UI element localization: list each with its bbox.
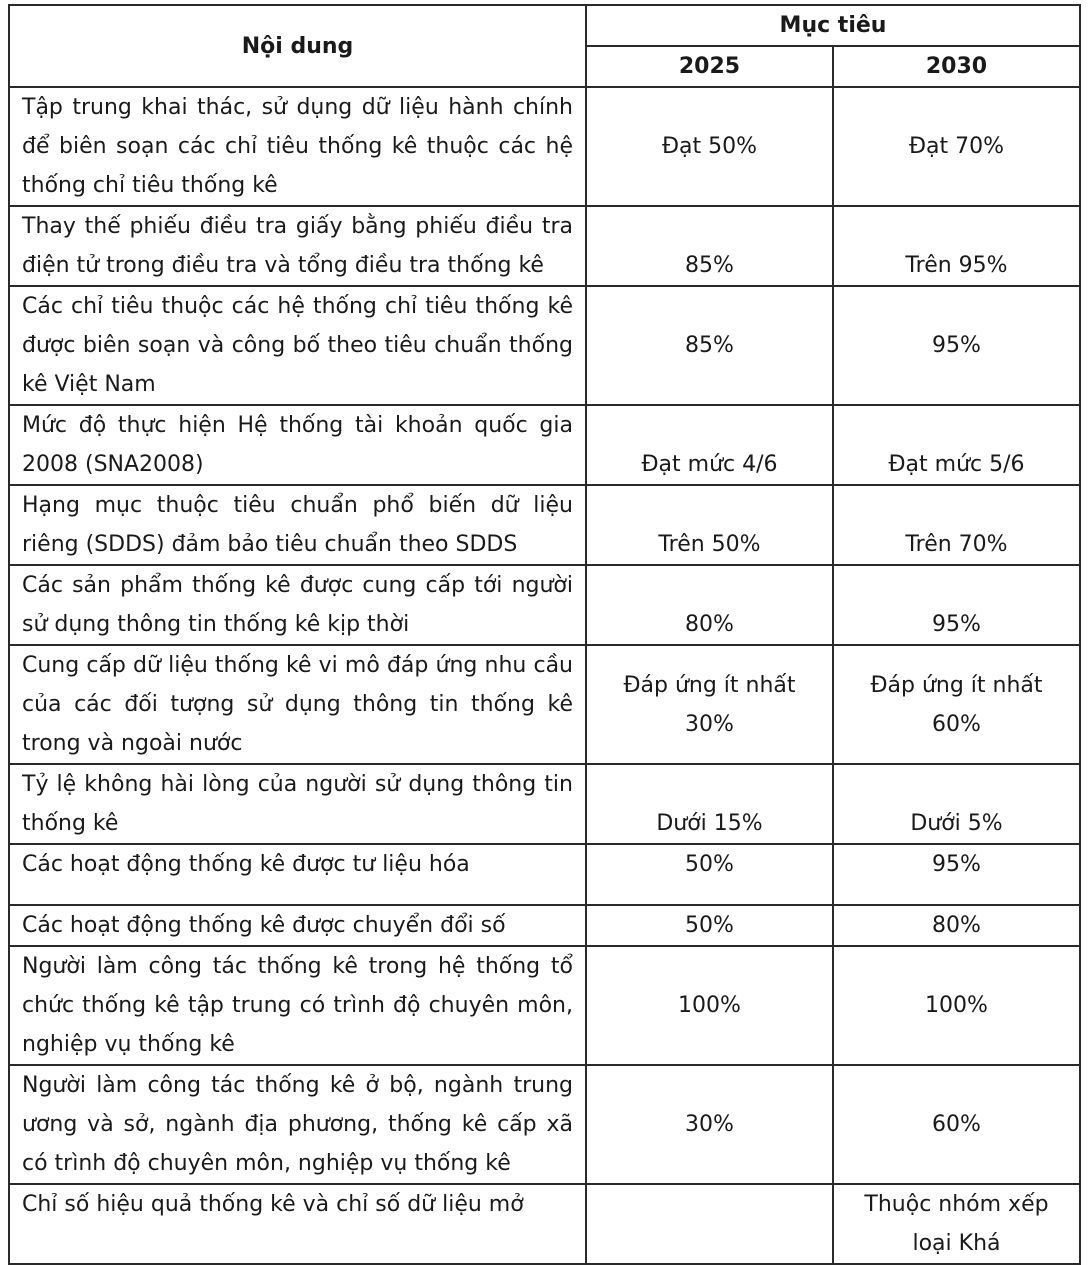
table-row — [9, 1184, 1080, 1264]
row-target-2025: 100% — [586, 946, 833, 1065]
table-row — [9, 905, 1080, 946]
row-target-2025: Dưới 15% — [586, 764, 833, 844]
row-content: Thay thế phiếu điều tra giấy bằng phiếu điều tra điện tử trong điều tra và tổng điều tra thống kê — [9, 206, 586, 286]
row-content: Các chỉ tiêu thuộc các hệ thống chỉ tiêu thống kê được biên soạn và công bố theo tiêu chuẩn thống kê Việt Nam — [9, 286, 586, 405]
table-row — [9, 565, 1080, 645]
header-row — [9, 5, 1080, 46]
row-target-2030: 80% — [833, 905, 1080, 946]
row-target-2025: 50% — [586, 844, 833, 905]
row-content: Tỷ lệ không hài lòng của người sử dụng thông tin thống kê — [9, 764, 586, 844]
header-year-2025: 2025 — [586, 46, 833, 87]
row-content: Các hoạt động thống kê được chuyển đổi số — [9, 905, 586, 946]
row-target-2025: Trên 50% — [586, 485, 833, 565]
row-content: Các hoạt động thống kê được tư liệu hóa — [9, 844, 586, 905]
table-row — [9, 206, 1080, 286]
table-row — [9, 764, 1080, 844]
row-content: Chỉ số hiệu quả thống kê và chỉ số dữ liệu mở — [9, 1184, 586, 1264]
row-content: Tập trung khai thác, sử dụng dữ liệu hành chính để biên soạn các chỉ tiêu thống kê thuộc các hệ thống chỉ tiêu thống kê — [9, 87, 586, 206]
statistics-targets-table — [8, 4, 1081, 1265]
table-row — [9, 405, 1080, 485]
row-target-2030: Đáp ứng ít nhất 60% — [833, 645, 1080, 764]
table-row — [9, 645, 1080, 764]
row-content: Cung cấp dữ liệu thống kê vi mô đáp ứng nhu cầu của các đối tượng sử dụng thông tin thống kê trong và ngoài nước — [9, 645, 586, 764]
row-target-2025: Đáp ứng ít nhất 30% — [586, 645, 833, 764]
row-target-2030: Trên 70% — [833, 485, 1080, 565]
header-year-2030: 2030 — [833, 46, 1080, 87]
header-content: Nội dung — [9, 5, 586, 87]
row-target-2025 — [586, 1184, 833, 1264]
row-target-2030: 95% — [833, 286, 1080, 405]
row-target-2025: 80% — [586, 565, 833, 645]
table-row — [9, 844, 1080, 905]
row-target-2025: 85% — [586, 206, 833, 286]
row-target-2025: Đạt 50% — [586, 87, 833, 206]
table-row — [9, 1065, 1080, 1184]
row-target-2030: 95% — [833, 565, 1080, 645]
row-target-2025: 85% — [586, 286, 833, 405]
row-target-2030: 60% — [833, 1065, 1080, 1184]
row-target-2025: 30% — [586, 1065, 833, 1184]
row-target-2030: Thuộc nhóm xếp loại Khá — [833, 1184, 1080, 1264]
row-content: Người làm công tác thống kê trong hệ thống tổ chức thống kê tập trung có trình độ chuyên môn, nghiệp vụ thống kê — [9, 946, 586, 1065]
row-content: Mức độ thực hiện Hệ thống tài khoản quốc gia 2008 (SNA2008) — [9, 405, 586, 485]
table-row — [9, 946, 1080, 1065]
table-row — [9, 485, 1080, 565]
row-content: Các sản phẩm thống kê được cung cấp tới người sử dụng thông tin thống kê kịp thời — [9, 565, 586, 645]
row-target-2030: Trên 95% — [833, 206, 1080, 286]
table-row — [9, 87, 1080, 206]
row-target-2030: 100% — [833, 946, 1080, 1065]
row-target-2025: 50% — [586, 905, 833, 946]
table-row — [9, 286, 1080, 405]
header-target-group: Mục tiêu — [586, 5, 1080, 46]
row-target-2030: 95% — [833, 844, 1080, 905]
row-target-2025: Đạt mức 4/6 — [586, 405, 833, 485]
row-target-2030: Đạt 70% — [833, 87, 1080, 206]
row-target-2030: Đạt mức 5/6 — [833, 405, 1080, 485]
row-content: Hạng mục thuộc tiêu chuẩn phổ biến dữ liệu riêng (SDDS) đảm bảo tiêu chuẩn theo SDDS — [9, 485, 586, 565]
row-target-2030: Dưới 5% — [833, 764, 1080, 844]
row-content: Người làm công tác thống kê ở bộ, ngành trung ương và sở, ngành địa phương, thống kê cấp xã có trình độ chuyên môn, nghiệp vụ thống kê — [9, 1065, 586, 1184]
